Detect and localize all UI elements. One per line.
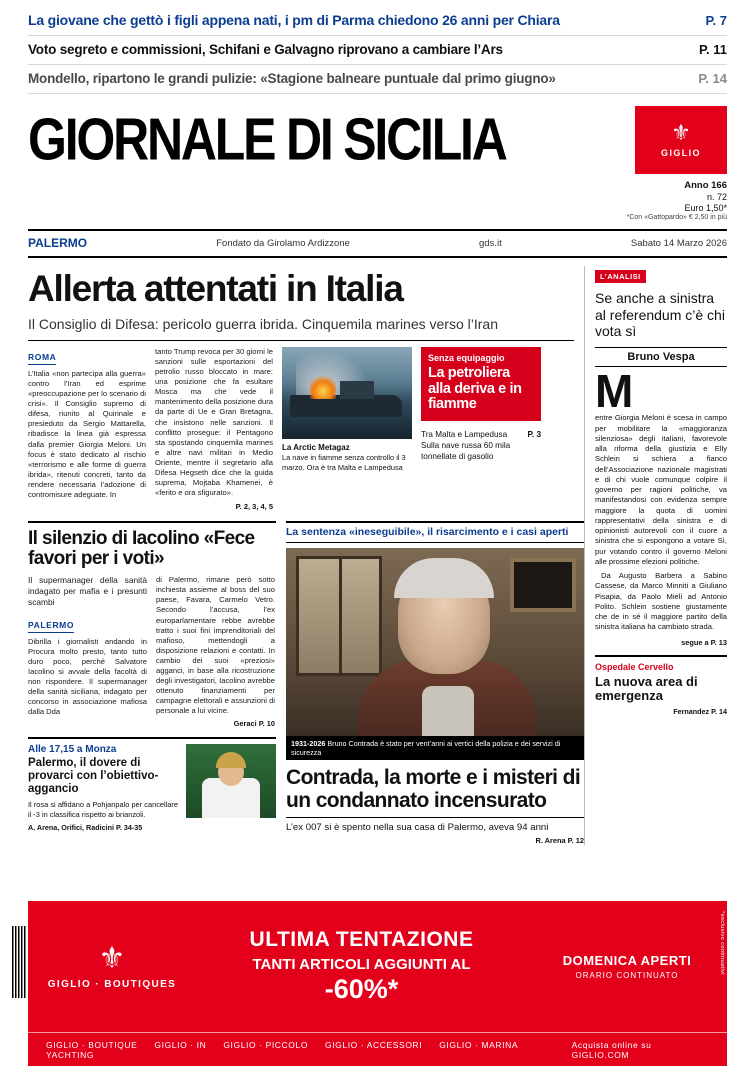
- ad-line-2: TANTI ARTICOLI AGGIUNTI AL: [252, 956, 471, 973]
- contrada-caption-text: Bruno Contrada è stato per vent’anni ai vertici della polizia e dei servizi di sicurezza: [291, 739, 561, 758]
- masthead: [0, 96, 755, 223]
- lead-page-ref: P. 2, 3, 4, 5: [235, 502, 273, 512]
- iacolino-body-2: di Palermo, rimane però sotto inchiesta assieme al boss del suo paese, Favara, Carmelo Vetro. Secondo l’accusa, l’ex europarlamentare rebbe avrebbe tratto i suoi fini imprenditoriali del mafioso, mettendogli a disposizione relazioni e contatti. In cambio dei suoi «preziosi» agganci, in base alla ricostruzione degli investigatori, Iacolino avrebbe ottenuto finanziamenti per campagne elettorali e assunzioni di personale a lui vicine.: [156, 575, 275, 716]
- edition-city: PALERMO: [28, 236, 88, 251]
- picture-frame-shape: [510, 558, 576, 612]
- edition-price: Euro 1,50*: [684, 203, 727, 214]
- photo-caption-text: La nave in fiamme senza controllo il 3 marzo. Ora è tra Malta e Lampedusa: [282, 453, 406, 472]
- ad-brand[interactable]: GIGLIO · BOUTIQUE: [46, 1039, 138, 1050]
- photo-caption: [282, 443, 412, 473]
- right-column: [584, 266, 727, 845]
- lead-text-column-1: [28, 347, 146, 511]
- teaser-item[interactable]: [28, 10, 727, 36]
- fleur-de-lis-icon: ⚜: [671, 120, 691, 145]
- teaser-text: Voto segreto e commissioni, Schifani e Galvagno riprovano a cambiare l’Ars: [28, 42, 503, 57]
- iacolino-body-1: Dibrilla i giornalisti andando in Procura molto presto, tanto tutto duro poco, perché Salvatore Iacolino si avvale della facoltà di non rispondere. Il supermanager della sanità siciliana, indagato per concorso in associazione mafiosa dalla Dda: [28, 636, 147, 717]
- iacolino-headline: Il silenzio di Iacolino «Fece favori per i voti»: [28, 528, 255, 570]
- analysis-text-1: entre Giorgia Meloni è scesa in campo per mobilitare la «maggioranza silenziosa» degli italiani, favorevole alla riforma della giustizia e Elly Schlein si schiera a fianco dell’Associazione nazionale magistrati e di chi vuole comunque colpire il governo per ragioni politiche, va manifestandosi con evidenza sempre maggiore la quota di uomini rappresentativi della sinistra e di opinionisti autorevoli con il cuore a sinistra che si espongono a votare Sì, pur votando contro il governo Meloni alle prossime elezioni politiche.: [595, 413, 727, 566]
- ospedale-article[interactable]: [595, 655, 727, 717]
- analysis-continuation-ref: segue a P. 13: [681, 637, 727, 647]
- shirt-shape: [422, 686, 474, 736]
- page-body: [0, 266, 755, 845]
- ad-footnote: *esclusivo continuativi: [719, 911, 725, 975]
- monza-article[interactable]: [28, 737, 276, 831]
- ospedale-headline: La nuova area di emergenza: [595, 673, 698, 704]
- edition-info: [627, 180, 727, 223]
- ad-hours: ORARIO CONTINUATO: [575, 971, 679, 980]
- monza-kicker: Alle 17,15 a Monza: [28, 744, 117, 756]
- ad-discount: -60%*: [324, 974, 399, 1004]
- teaser-page: P. 14: [698, 71, 727, 86]
- tanker-kicker: Senza equipaggio: [428, 352, 505, 363]
- lead-headline[interactable]: Allerta attentati in Italia: [28, 268, 403, 310]
- analysis-author: Bruno Vespa: [595, 347, 727, 367]
- giglio-wordmark: GIGLIO: [661, 148, 701, 158]
- contrada-byline: R. Arena P. 12: [535, 835, 584, 845]
- deck-shape: [340, 381, 374, 399]
- teaser-page: P. 11: [699, 42, 727, 57]
- photo-caption-title: La Arctic Metagaz: [282, 442, 350, 452]
- divider: [28, 340, 574, 341]
- ad-brand-bar: [28, 1032, 727, 1066]
- monza-body: Il rosa si affidano a Pohjanpalo per cancellare il -3 in classifica rispetto ai brianzoli.: [28, 800, 178, 819]
- teaser-strip: [0, 0, 755, 96]
- edition-date: Sabato 14 Marzo 2026: [630, 237, 727, 249]
- ad-open-sunday: DOMENICA APERTI: [562, 953, 692, 968]
- teaser-text: La giovane che gettò i figli appena nati, i pm di Parma chiedono 26 anni per Chiara: [28, 12, 560, 28]
- contrada-article[interactable]: [286, 521, 584, 845]
- contrada-subheadline: L’ex 007 si è spento nella sua casa di Palermo, aveva 94 anni: [286, 817, 584, 833]
- ospedale-kicker: Ospedale Cervello: [595, 661, 674, 672]
- ad-right: [527, 953, 727, 980]
- edition-price-note: *Con «Gattopardo» € 2,50 in più: [626, 214, 727, 222]
- ad-shop-link[interactable]: Acquista online su GIGLIO.COM: [571, 1039, 652, 1060]
- monza-headline: Palermo, il dovere di provarci con l’obiettivo-aggancio: [28, 757, 159, 796]
- burning-tanker-photo: [282, 347, 412, 439]
- ad-brand[interactable]: GIGLIO · ACCESSORI: [325, 1039, 423, 1050]
- lead-text-column-2: [155, 347, 273, 511]
- barcode: [12, 926, 26, 998]
- tanker-page-ref: P. 3: [527, 429, 541, 439]
- ship-photo-block: [282, 347, 412, 511]
- analysis-text-2: Da Augusto Barbera a Sabino Cassese, da Marco Minniti a Giuliano Pisapia, da Paolo Mieli ad Antonio Polito. Schlein sostiene giustamente che de in sé il maggiore partito della sinistra italiana ha cambiato strada.: [595, 571, 727, 632]
- website-link[interactable]: gds.it: [479, 237, 502, 249]
- analysis-kicker: L’ANALISI: [595, 270, 646, 283]
- fleur-de-lis-icon: ⚜: [98, 941, 126, 975]
- flame-shape: [310, 373, 336, 399]
- ad-content: [28, 901, 727, 1032]
- newspaper-logo: GIORNALE DI SICILIA: [28, 106, 506, 173]
- lead-kicker: ROMA: [28, 352, 56, 365]
- ad-brand[interactable]: GIGLIO · IN: [154, 1039, 207, 1050]
- edition-number: n. 72: [706, 191, 727, 202]
- lead-body-1: L’Italia «non partecipa alla guerra» contro l’Iran ed esprime «preoccupazione per lo scenario di crisi». Il Consiglio supremo di difesa, riunito al Quirinale e presieduto da Sergio Mattarella, ribadisce la linea già espressa dalla premier Giorgia Meloni. Un focus è stato dedicato al rischio «terrorismo e alle forme di guerra ibrida», ritenuti concreti, tanto da rendere necessaria l’adozione di contromisure adeguate. In: [28, 368, 146, 499]
- lead-subheadline: Il Consiglio di Difesa: pericolo guerra ibrida. Cinquemila marines verso l’Iran: [28, 315, 498, 332]
- contrada-photo: [286, 548, 584, 736]
- tanker-summary: [421, 429, 541, 462]
- iacolino-kicker: PALERMO: [28, 620, 74, 633]
- tanker-summary-text: Tra Malta e Lampedusa Sulla nave russa 60 mila tonnellate di gasolio: [421, 429, 511, 461]
- window-shape: [296, 556, 382, 676]
- teaser-page: P. 7: [705, 13, 727, 28]
- ad-logo-word: GIGLIO · BOUTIQUES: [47, 978, 177, 990]
- iacolino-byline: Geraci P. 10: [233, 719, 275, 729]
- ospedale-byline: Fernandez P. 14: [673, 707, 727, 717]
- ad-brand[interactable]: GIGLIO · MARINA YACHTING: [46, 1039, 518, 1060]
- bottom-advertisement[interactable]: [28, 901, 727, 1066]
- analysis-headline[interactable]: Se anche a sinistra al referendum c’è chi vota sì: [595, 290, 725, 340]
- analysis-dropcap: M: [595, 364, 634, 417]
- ad-brand-list: [46, 1040, 572, 1060]
- ad-center: [196, 928, 527, 1005]
- tanker-sidebar[interactable]: [421, 347, 541, 511]
- iacolino-columns: [28, 575, 276, 728]
- contrada-photo-caption: [286, 736, 584, 760]
- iacolino-column-1: [28, 575, 147, 728]
- contrada-headline: Contrada, la morte e i misteri di un condannato incensurato: [286, 766, 581, 812]
- lead-body-2: tanto Trump revoca per 30 giorni le sanzioni sulle esportazioni del petrolio russo bloccato in mare: una posizione che fa esultare Mosca ma che vede il mantenimento della posizione dura da parte di Ue e Gran Bretagna, che insistono nelle sanzioni. Il conflitto prosegue: il Pentagono sta spostando cinquemila marines e altre navi militari in Medio Oriente, mentre il segretario alla Difesa Hegseth dice che la guida suprema, Mojtaba Khamenei, è «ferito e ora sfigurato».: [155, 346, 273, 498]
- teaser-text: Mondello, ripartono le grandi pulizie: «Stagione balneare puntuale dal primo giugno»: [28, 71, 556, 86]
- iacolino-column-2: [156, 575, 275, 728]
- ad-logo: [28, 941, 196, 990]
- second-band: [28, 521, 584, 845]
- hair-shape: [216, 752, 246, 768]
- ad-brand[interactable]: GIGLIO · PICCOLO: [223, 1039, 309, 1050]
- masthead-info-bar: [28, 231, 727, 258]
- tanker-red-box: [421, 347, 541, 421]
- teaser-item[interactable]: [28, 36, 727, 65]
- left-column: [28, 266, 584, 845]
- footballer-photo: [186, 744, 276, 818]
- iacolino-standfirst: Il supermanager della sanità indagato per mafia e i presunti scambi: [28, 575, 147, 608]
- teaser-item[interactable]: [28, 65, 727, 94]
- contrada-section-head: La sentenza «ineseguibile», il risarcimento e i casi aperti: [286, 521, 584, 543]
- iacolino-article[interactable]: [28, 521, 276, 845]
- masthead-right: [627, 106, 727, 223]
- tanker-title: La petroliera alla deriva e in fiamme: [428, 364, 522, 413]
- monza-text: [28, 744, 178, 831]
- founder-line: Fondato da Girolamo Ardizzone: [216, 237, 350, 249]
- giglio-sponsor-logo[interactable]: [635, 106, 727, 174]
- ad-line-1: ULTIMA TENTAZIONE: [249, 928, 474, 951]
- monza-byline: A. Arena, Orifici, Radicini P. 34-35: [28, 822, 143, 832]
- analysis-body: [595, 364, 727, 633]
- lead-article: [28, 347, 574, 511]
- contrada-dates: 1931-2026: [291, 739, 326, 749]
- edition-year: Anno 166: [684, 180, 727, 191]
